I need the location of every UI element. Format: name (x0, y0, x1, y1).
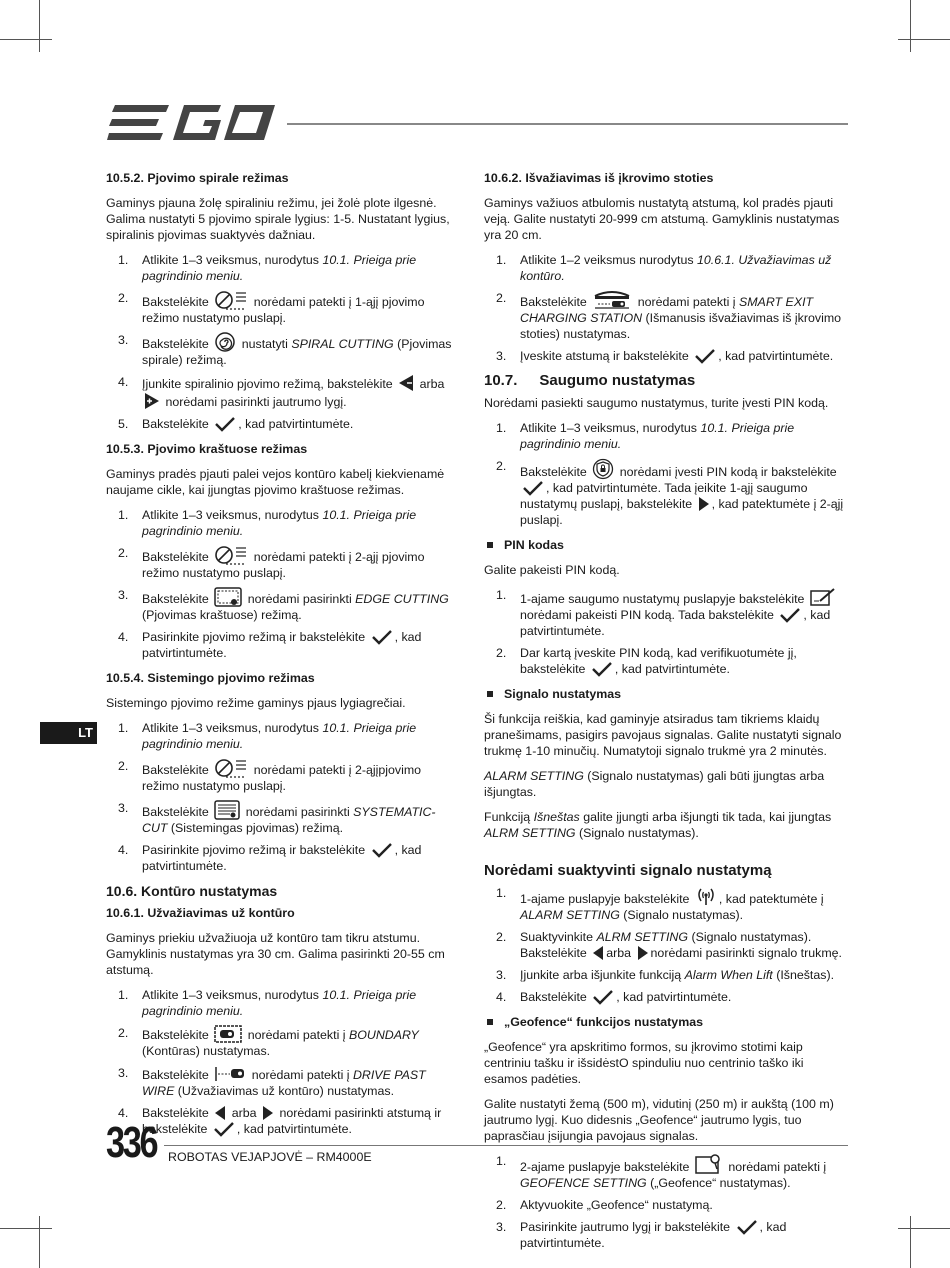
list-item: 4. Pasirinkite pjovimo režimą ir bakstelėkite , kad patvirtintumėte. (118, 630, 422, 660)
list-item: 2. Bakstelėkite norėdami patekti į BOUNDARY (Kontūras) nustatymas. (118, 1026, 419, 1058)
paragraph: Norėdami pasiekti saugumo nustatymus, turite įvesti PIN kodą. (484, 396, 829, 410)
steps-list (106, 252, 460, 432)
list-item: 2. Dar kartą įveskite PIN kodą, kad verifikuotumėte jį, bakstelėkite , kad patvirtintumėte. (496, 646, 797, 676)
list-item: 4. Įjunkite spiralinio pjovimo režimą, bakstelėkite arba norėdami pasirinkti jautrumo lygį. (118, 375, 445, 409)
arrow-right-icon (262, 1105, 274, 1121)
arrow-left-icon (592, 945, 604, 961)
right-column (484, 170, 849, 1260)
crop-mark (910, 0, 911, 52)
bullet-heading: Signalo nustatymas (484, 686, 849, 702)
crop-mark (0, 1228, 52, 1229)
crop-mark (39, 1216, 40, 1268)
list-item: 2. Bakstelėkite norėdami įvesti PIN kodą ir bakstelėkite , kad patvirtintumėte. Tada įeikite 1-ąjį saugumo nustatymų puslapį, bakstelėkite , kad patektumėte į 2-ąjį puslapį. (496, 459, 844, 527)
list-item: 1. Atlikite 1–3 veiksmus, nurodytus 10.1. Prieiga prie pagrindinio meniu. (118, 508, 417, 538)
paragraph: „Geofence“ yra apskritimo formos, su įkrovimo stotimi kaip centriniu tašku ir išsidėstO spinduliu nuo centrinio taško iki esamos padėties. (484, 1040, 804, 1086)
paragraph: Gaminys pradės pjauti palei vejos kontūro kabelį kiekvienamė naujame cikle, kai įjungtas pjovimo kraštuose režimas. (106, 467, 445, 497)
paragraph: Gaminys priekiu užvažiuoja už kontūro tam tikru atstumu. Gamyklinis nustatymas yra 30 cm. Galima pasirinkti 20-55 cm atstumą. (106, 931, 445, 977)
crop-mark (898, 39, 950, 40)
checkmark-icon (591, 661, 613, 677)
paragraph: ALARM SETTING (Signalo nustatymas) gali būti įjungtas arba išjungtas. (484, 769, 825, 799)
crop-mark (39, 0, 40, 52)
list-item: 5. Bakstelėkite , kad patvirtintumėte. (118, 417, 354, 431)
list-item: 2. Bakstelėkite norėdami patekti į 1-ąjį pjovimo režimo nustatymo puslapį. (118, 291, 425, 325)
checkmark-icon (213, 1121, 235, 1137)
list-item: 1. Atlikite 1–3 veiksmus, nurodytus 10.1. Prieiga prie pagrindinio meniu. (118, 253, 417, 283)
checkmark-icon (592, 989, 614, 1005)
section-title: 10.5.4. Sistemingo pjovimo režimas (106, 671, 315, 685)
checkmark-icon (371, 842, 393, 858)
edge-cutting-icon (214, 587, 242, 607)
list-item: 3. Bakstelėkite norėdami pasirinkti EDGE CUTTING (Pjovimas kraštuose) režimą. (118, 588, 449, 622)
list-item: 2. Bakstelėkite norėdami patekti į SMART EXIT CHARGING STATION (Išmanusis išvažiavimas iš įkrovimo stoties) nustatymas. (496, 291, 842, 341)
cutting-mode-icon (214, 290, 248, 310)
paragraph: Galite nustatyti žemą (500 m), vidutinį (250 m) ir aukštą (100 m) jautrumo lygį. Kuo didesnis „Geofence“ jautrumo lygis, tuo paprasčiau įsijungia pavojaus signalas. (484, 1097, 834, 1143)
list-item: 4. Bakstelėkite , kad patvirtintumėte. (496, 990, 732, 1004)
list-item: 1. Atlikite 1–3 veiksmus, nurodytus 10.1. Prieiga prie pagrindinio meniu. (118, 721, 417, 751)
language-tab: LT (40, 722, 97, 744)
paragraph: Funkciją Išneštas galite įjungti arba išjungti tik tada, kai įjungtas ALRM SETTING (Signalo nustatymas). (484, 810, 832, 840)
alarm-icon (695, 885, 717, 907)
crop-mark (898, 1228, 950, 1229)
steps-list (484, 587, 849, 677)
list-item: 2. Bakstelėkite norėdami patekti į 2-ąjį pjovimo režimo nustatymo puslapį. (118, 546, 425, 580)
section-title: 10.5.3. Pjovimo kraštuose režimas (106, 442, 308, 456)
section-number: 10.7. (484, 372, 518, 389)
arrow-right-icon (637, 945, 649, 961)
steps-list (106, 507, 460, 661)
left-column (106, 170, 460, 1146)
paragraph: Ši funkcija reiškia, kad gaminyje atsiradus tam tikriems klaidų pranešimams, pasigirs pavojaus signalas. Galite nustatyti signalo trukmę 1-10 minučių. Numatytoji signalo trukmė yra 2 minutės. (484, 712, 842, 758)
list-item: 3. Bakstelėkite norėdami pasirinkti SYSTEMATIC-CUT (Sistemingas pjovimas) režimą. (118, 801, 436, 835)
list-item: 3. Bakstelėkite norėdami patekti į DRIVE PAST WIRE (Užvažiavimas už kontūro) nustatymas. (118, 1066, 426, 1098)
list-item: 1. 2-ajame puslapyje bakstelėkite norėdami patekti į GEOFENCE SETTING („Geofence“ nustatymas). (496, 1154, 827, 1190)
section-title: 10.6. Kontūro nustatymas (106, 883, 278, 899)
edit-icon (810, 587, 836, 607)
systematic-cut-icon (214, 800, 240, 820)
list-item: 3. Bakstelėkite nustatyti SPIRAL CUTTING (Pjovimas spirale) režimą. (118, 333, 452, 367)
checkmark-icon (371, 629, 393, 645)
plus-arrow-icon (144, 392, 160, 410)
list-item: 3. Įjunkite arba išjunkite funkciją Alarm When Lift (Išneštas). (496, 968, 835, 982)
list-item: 1. 1-ajame puslapyje bakstelėkite , kad patektumėte į ALARM SETTING (Signalo nustatymas). (496, 886, 824, 922)
list-item: 3. Įveskite atstumą ir bakstelėkite , kad patvirtintumėte. (496, 349, 834, 363)
paragraph: Gaminys pjauna žolę spiraliniu režimu, jei žolė plote ilgesnė. Galima nustatyti 5 pjovimo spirale lygius: 1-5. Nustatant lygius, spiralinis pjovimas suaktyvės dažniau. (106, 196, 450, 242)
list-item: 4. Pasirinkite pjovimo režimą ir bakstelėkite , kad patvirtintumėte. (118, 843, 422, 873)
boundary-icon (214, 1025, 242, 1043)
list-item: 3. Pasirinkite jautrumo lygį ir bakstelėkite , kad patvirtintumėte. (496, 1220, 787, 1250)
list-item: 1. Atlikite 1–3 veiksmus, nurodytus 10.1. Prieiga prie pagrindinio meniu. (496, 421, 795, 451)
geofence-icon (695, 1153, 723, 1175)
section-heading: Saugumo nustatymas (539, 372, 696, 389)
cutting-mode-icon (214, 758, 248, 778)
checkmark-icon (736, 1219, 758, 1235)
list-item: 1. Atlikite 1–2 veiksmus nurodytus 10.6.1. Užvažiavimas už kontūro. (496, 253, 832, 283)
list-item: 1. Atlikite 1–3 veiksmus, nurodytus 10.1. Prieiga prie pagrindinio meniu. (118, 988, 417, 1018)
spiral-icon (214, 332, 236, 352)
section-title: 10.6.1. Užvažiavimas už kontūro (106, 906, 295, 920)
bullet-heading: „Geofence“ funkcijos nustatymas (484, 1014, 849, 1030)
list-item: 2. Aktyvuokite „Geofence“ nustatymą. (496, 1198, 713, 1212)
arrow-right-icon (698, 496, 710, 512)
steps-list (484, 252, 849, 364)
lock-shield-icon (592, 458, 614, 480)
footer-title: ROBOTAS VEJAPJOVĖ – RM4000E (168, 1150, 372, 1164)
footer-rule (164, 1145, 848, 1146)
list-item: 2. Bakstelėkite norėdami patekti į 2-ąjįpjovimo režimo nustatymo puslapį. (118, 759, 422, 793)
ego-logo (107, 103, 277, 143)
minus-arrow-icon (398, 374, 414, 392)
paragraph: Galite pakeisti PIN kodą. (484, 563, 620, 577)
list-item: 1. 1-ajame saugumo nustatymų puslapyje bakstelėkite norėdami pakeisti PIN kodą. Tada bakstelėkite , kad patvirtintumėte. (484, 587, 849, 639)
steps-list (484, 1153, 849, 1251)
paragraph: Gaminys važiuos atbulomis nustatytą atstumą, kol pradės pjauti veją. Galite nustatyti 20-999 cm atstumą. Gamyklinis nustatymas yra 20 cm. (484, 196, 840, 242)
bullet-heading: PIN kodas (484, 537, 849, 553)
checkmark-icon (214, 416, 236, 432)
header-rule (287, 123, 848, 125)
list-item: 4. Bakstelėkite arba norėdami pasirinkti atstumą ir bakstelėkite , kad patvirtintumėte. (118, 1106, 442, 1136)
steps-list (484, 420, 849, 528)
checkmark-icon (694, 348, 716, 364)
crop-mark (910, 1216, 911, 1268)
steps-list (106, 720, 460, 874)
page-number: 336 (106, 1118, 157, 1167)
crop-mark (0, 39, 52, 40)
paragraph: Sistemingo pjovimo režime gaminys pjaus lygiagrečiai. (106, 696, 406, 710)
drive-past-wire-icon (214, 1065, 246, 1083)
cutting-mode-icon (214, 545, 248, 565)
steps-list (106, 987, 460, 1137)
smart-exit-station-icon (592, 290, 632, 310)
checkmark-icon (779, 607, 801, 623)
section-title (484, 373, 849, 389)
checkmark-icon (522, 480, 544, 496)
arrow-left-icon (214, 1105, 226, 1121)
steps-list (484, 885, 849, 1005)
section-title: 10.5.2. Pjovimo spirale režimas (106, 171, 289, 185)
section-title: Norėdami suaktyvinti signalo nustatymą (484, 862, 772, 879)
section-title: 10.6.2. Išvažiavimas iš įkrovimo stoties (484, 171, 714, 185)
list-item: 2. Suaktyvinkite ALRM SETTING (Signalo nustatymas). Bakstelėkite arba norėdami pasirinkti signalo trukmę. (496, 930, 842, 960)
